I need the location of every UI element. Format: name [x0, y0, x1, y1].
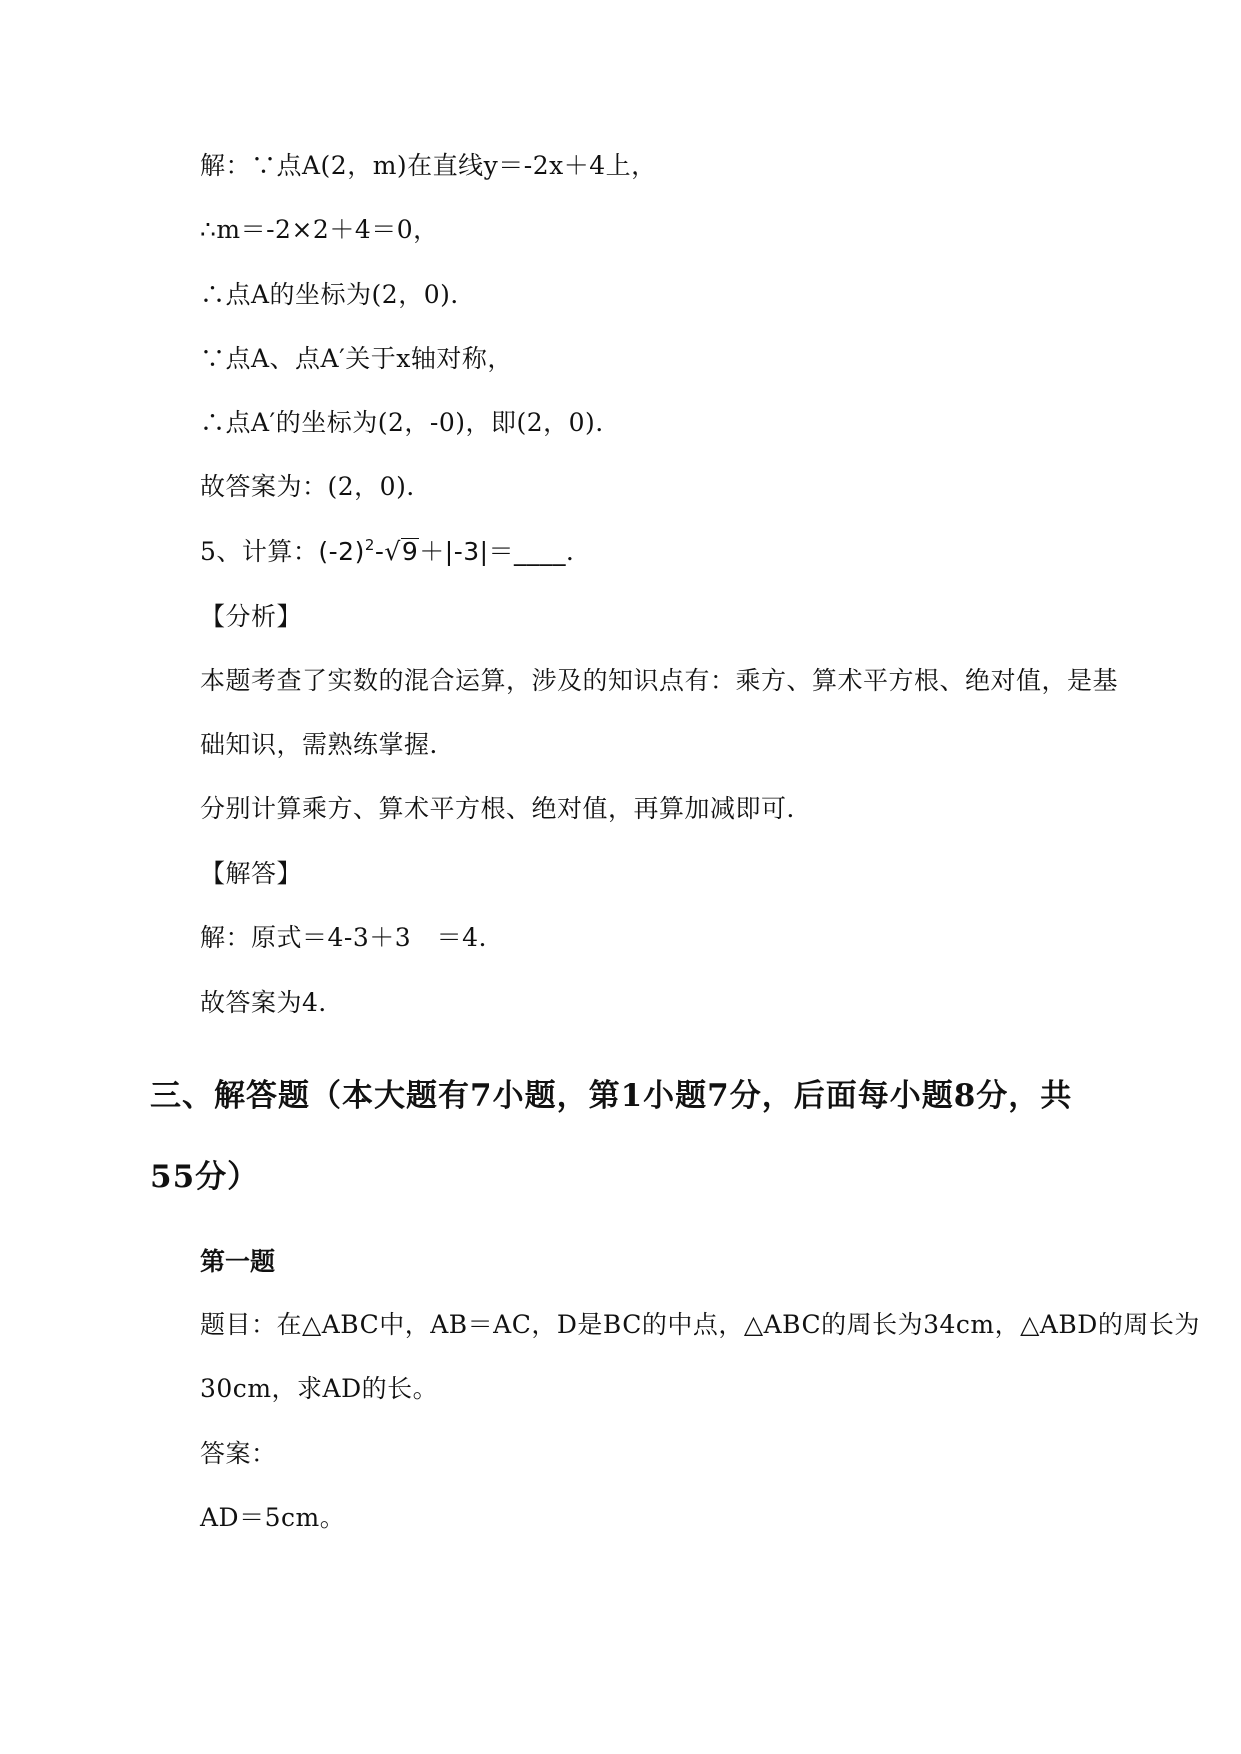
solution-line-1: 解：∵点A(2，m)在直线y＝-2x＋4上， — [200, 151, 657, 180]
expr-minus: - — [374, 537, 385, 566]
expr-exponent: 2 — [364, 536, 375, 554]
solution-line-5: ∴点A′的坐标为(2，-0)，即(2，0)． — [200, 408, 621, 437]
sqrt-radicand: 9 — [401, 537, 419, 566]
analysis-line-2: 础知识，需熟练掌握． — [200, 730, 456, 759]
problem-1-question-line-2: 30cm，求AD的长。 — [200, 1374, 439, 1403]
question-5-prefix: 5、计算： — [200, 537, 319, 566]
sqrt-expression — [384, 535, 419, 569]
problem-1-answer-value: AD＝5cm。 — [200, 1503, 346, 1532]
question-5 — [200, 535, 592, 569]
problem-1-answer-label: 答案： — [200, 1439, 277, 1468]
question-5-expression — [318, 537, 591, 566]
solution-line-2: ∴m＝-2×2＋4＝0， — [200, 215, 439, 244]
section-heading-line-2: 55分） — [150, 1159, 260, 1195]
answer-line-1: 解：原式＝4-3＋3 ＝4． — [200, 923, 505, 952]
analysis-line-1: 本题考查了实数的混合运算，涉及的知识点有：乘方、算术平方根、绝对值，是基 — [200, 666, 1119, 695]
problem-1-title: 第一题 — [200, 1247, 276, 1276]
solution-line-6: 故答案为：(2，0)． — [200, 472, 432, 501]
solution-line-3: ∴点A的坐标为(2，0)． — [200, 280, 476, 309]
sqrt-symbol: √ — [384, 537, 401, 566]
solution-line-4: ∵点A、点A′关于x轴对称， — [200, 344, 513, 373]
analysis-label: 【分析】 — [200, 602, 303, 631]
answer-label: 【解答】 — [200, 859, 303, 888]
problem-1-question-line-1: 题目：在△ABC中，AB＝AC，D是BC的中点，△ABC的周长为34cm，△ABD的周长为 — [200, 1310, 1200, 1339]
section-heading-line-1: 三、解答题（本大题有7小题，第1小题7分，后面每小题8分，共 — [150, 1078, 1073, 1114]
analysis-line-3: 分别计算乘方、算术平方根、绝对值，再算加减即可． — [200, 794, 813, 823]
expr-rest: ＋|-3|＝____． — [419, 537, 592, 566]
expr-base: (-2) — [318, 537, 365, 566]
answer-line-2: 故答案为4． — [200, 988, 344, 1017]
